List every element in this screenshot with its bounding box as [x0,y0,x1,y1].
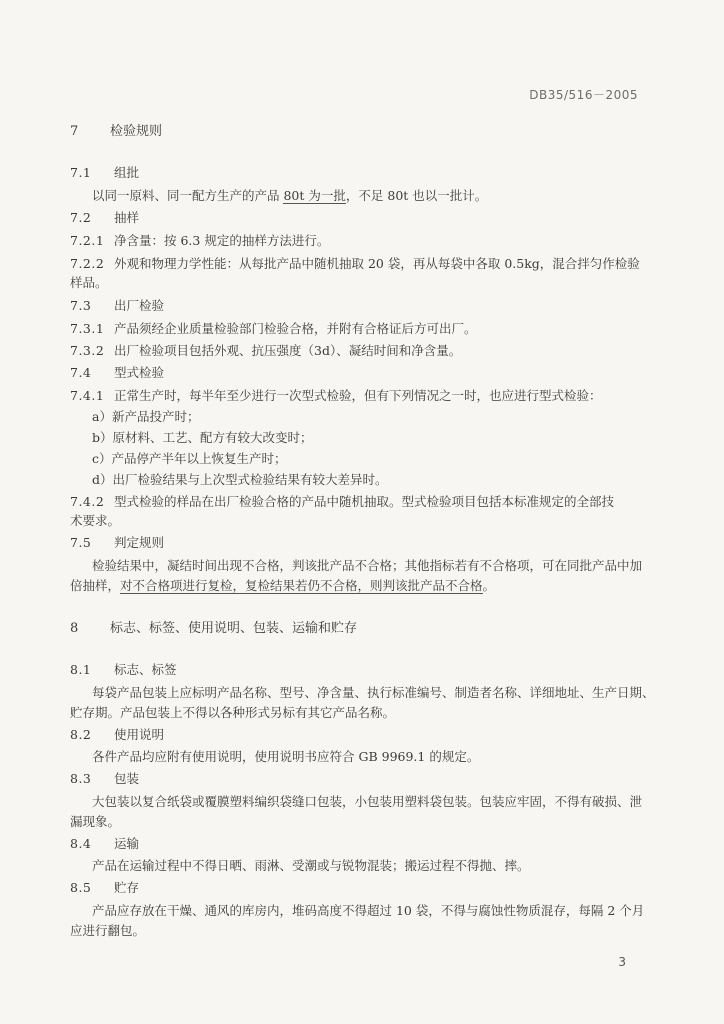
list-item-a: a）新产品投产时； [92,409,200,424]
section-8-3-line-2: 漏现象。 [70,814,121,829]
section-8-4-heading: 8.4 运输 [70,836,140,851]
section-7-4-heading: 7.4 型式检验 [70,365,165,380]
section-7-1-heading: 7.1 组批 [70,165,140,180]
section-7-2-1: 7.2.1 净含量：按 6.3 规定的抽样方法进行。 [70,233,330,248]
list-item-c: c）产品停产半年以上恢复生产时； [92,451,287,466]
section-8-5-line-1: 产品应存放在干燥、通风的库房内，堆码高度不得超过 10 袋，不得与腐蚀性物质混存，每隔 2 个月 [92,903,645,918]
section-7-2-heading: 7.2 抽样 [70,210,140,225]
section-8-1-line-1: 每袋产品包装上应标明产品名称、型号、净含量、执行标准编号、制造者名称、详细地址、生产日期、 [92,685,655,700]
section-8-2-text: 各件产品均应附有使用说明，使用说明书应符合 GB 9969.1 的规定。 [92,749,480,764]
section-8-3-line-1: 大包装以复合纸袋或覆膜塑料编织袋缝口包装，小包装用塑料袋包装。包装应牢固，不得有破损、泄 [92,794,643,809]
section-8-1-heading: 8.1 标志、标签 [70,662,177,677]
section-7-heading: 7 检验规则 [70,124,163,139]
section-8-5-heading: 8.5 贮存 [70,880,140,895]
section-7-3-2: 7.3.2 出厂检验项目包括外观、抗压强度（3d）、凝结时间和净含量。 [70,343,462,358]
page-number: 3 [618,955,626,969]
section-8-2-heading: 8.2 使用说明 [70,727,165,742]
list-item-b: b）原材料、工艺、配方有较大改变时； [92,430,313,445]
section-7-2-2-line-2: 样品。 [70,275,108,290]
section-8-1-line-2: 贮存期。产品包装上不得以各种形式另标有其它产品名称。 [70,705,396,720]
document-code: DB35/516－2005 [529,88,638,102]
list-item-d: d）出厂检验结果与上次型式检验结果有较大差异时。 [92,472,388,487]
section-8-5-line-2: 应进行翻包。 [70,923,146,938]
section-8-4-text: 产品在运输过程中不得日晒、雨淋、受潮或与锐物混装；搬运过程不得抛、摔。 [92,858,530,873]
section-7-4-2-line-1: 7.4.2 型式检验的样品在出厂检验合格的产品中随机抽取。型式检验项目包括本标准规定的全部技 [70,494,615,509]
section-7-5-heading: 7.5 判定规则 [70,535,165,550]
section-7-1-text: 以同一原料、同一配方生产的产品 80t 为一批，不足 80t 也以一批计。 [92,188,488,203]
section-7-5-line-1: 检验结果中，凝结时间出现不合格，判该批产品不合格；其他指标若有不合格项，可在同批产品中加 [92,558,643,573]
section-7-5-line-2: 倍抽样，对不合格项进行复检，复检结果若仍不合格，则判该批产品不合格。 [70,578,496,593]
section-7-3-1: 7.3.1 产品须经企业质量检验部门检验合格，并附有合格证后方可出厂。 [70,321,477,336]
section-7-4-1: 7.4.1 正常生产时，每半年至少进行一次型式检验，但有下列情况之一时，也应进行型式检验： [70,388,602,403]
section-8-heading: 8 标志、标签、使用说明、包装、运输和贮存 [70,621,358,636]
section-7-4-2-line-2: 术要求。 [70,513,121,528]
section-8-3-heading: 8.3 包装 [70,771,140,786]
section-7-3-heading: 7.3 出厂检验 [70,298,165,313]
section-7-2-2-line-1: 7.2.2 外观和物理力学性能：从每批产品中随机抽取 20 袋，再从每袋中各取 0.5kg，混合拌匀作检验 [70,256,640,271]
